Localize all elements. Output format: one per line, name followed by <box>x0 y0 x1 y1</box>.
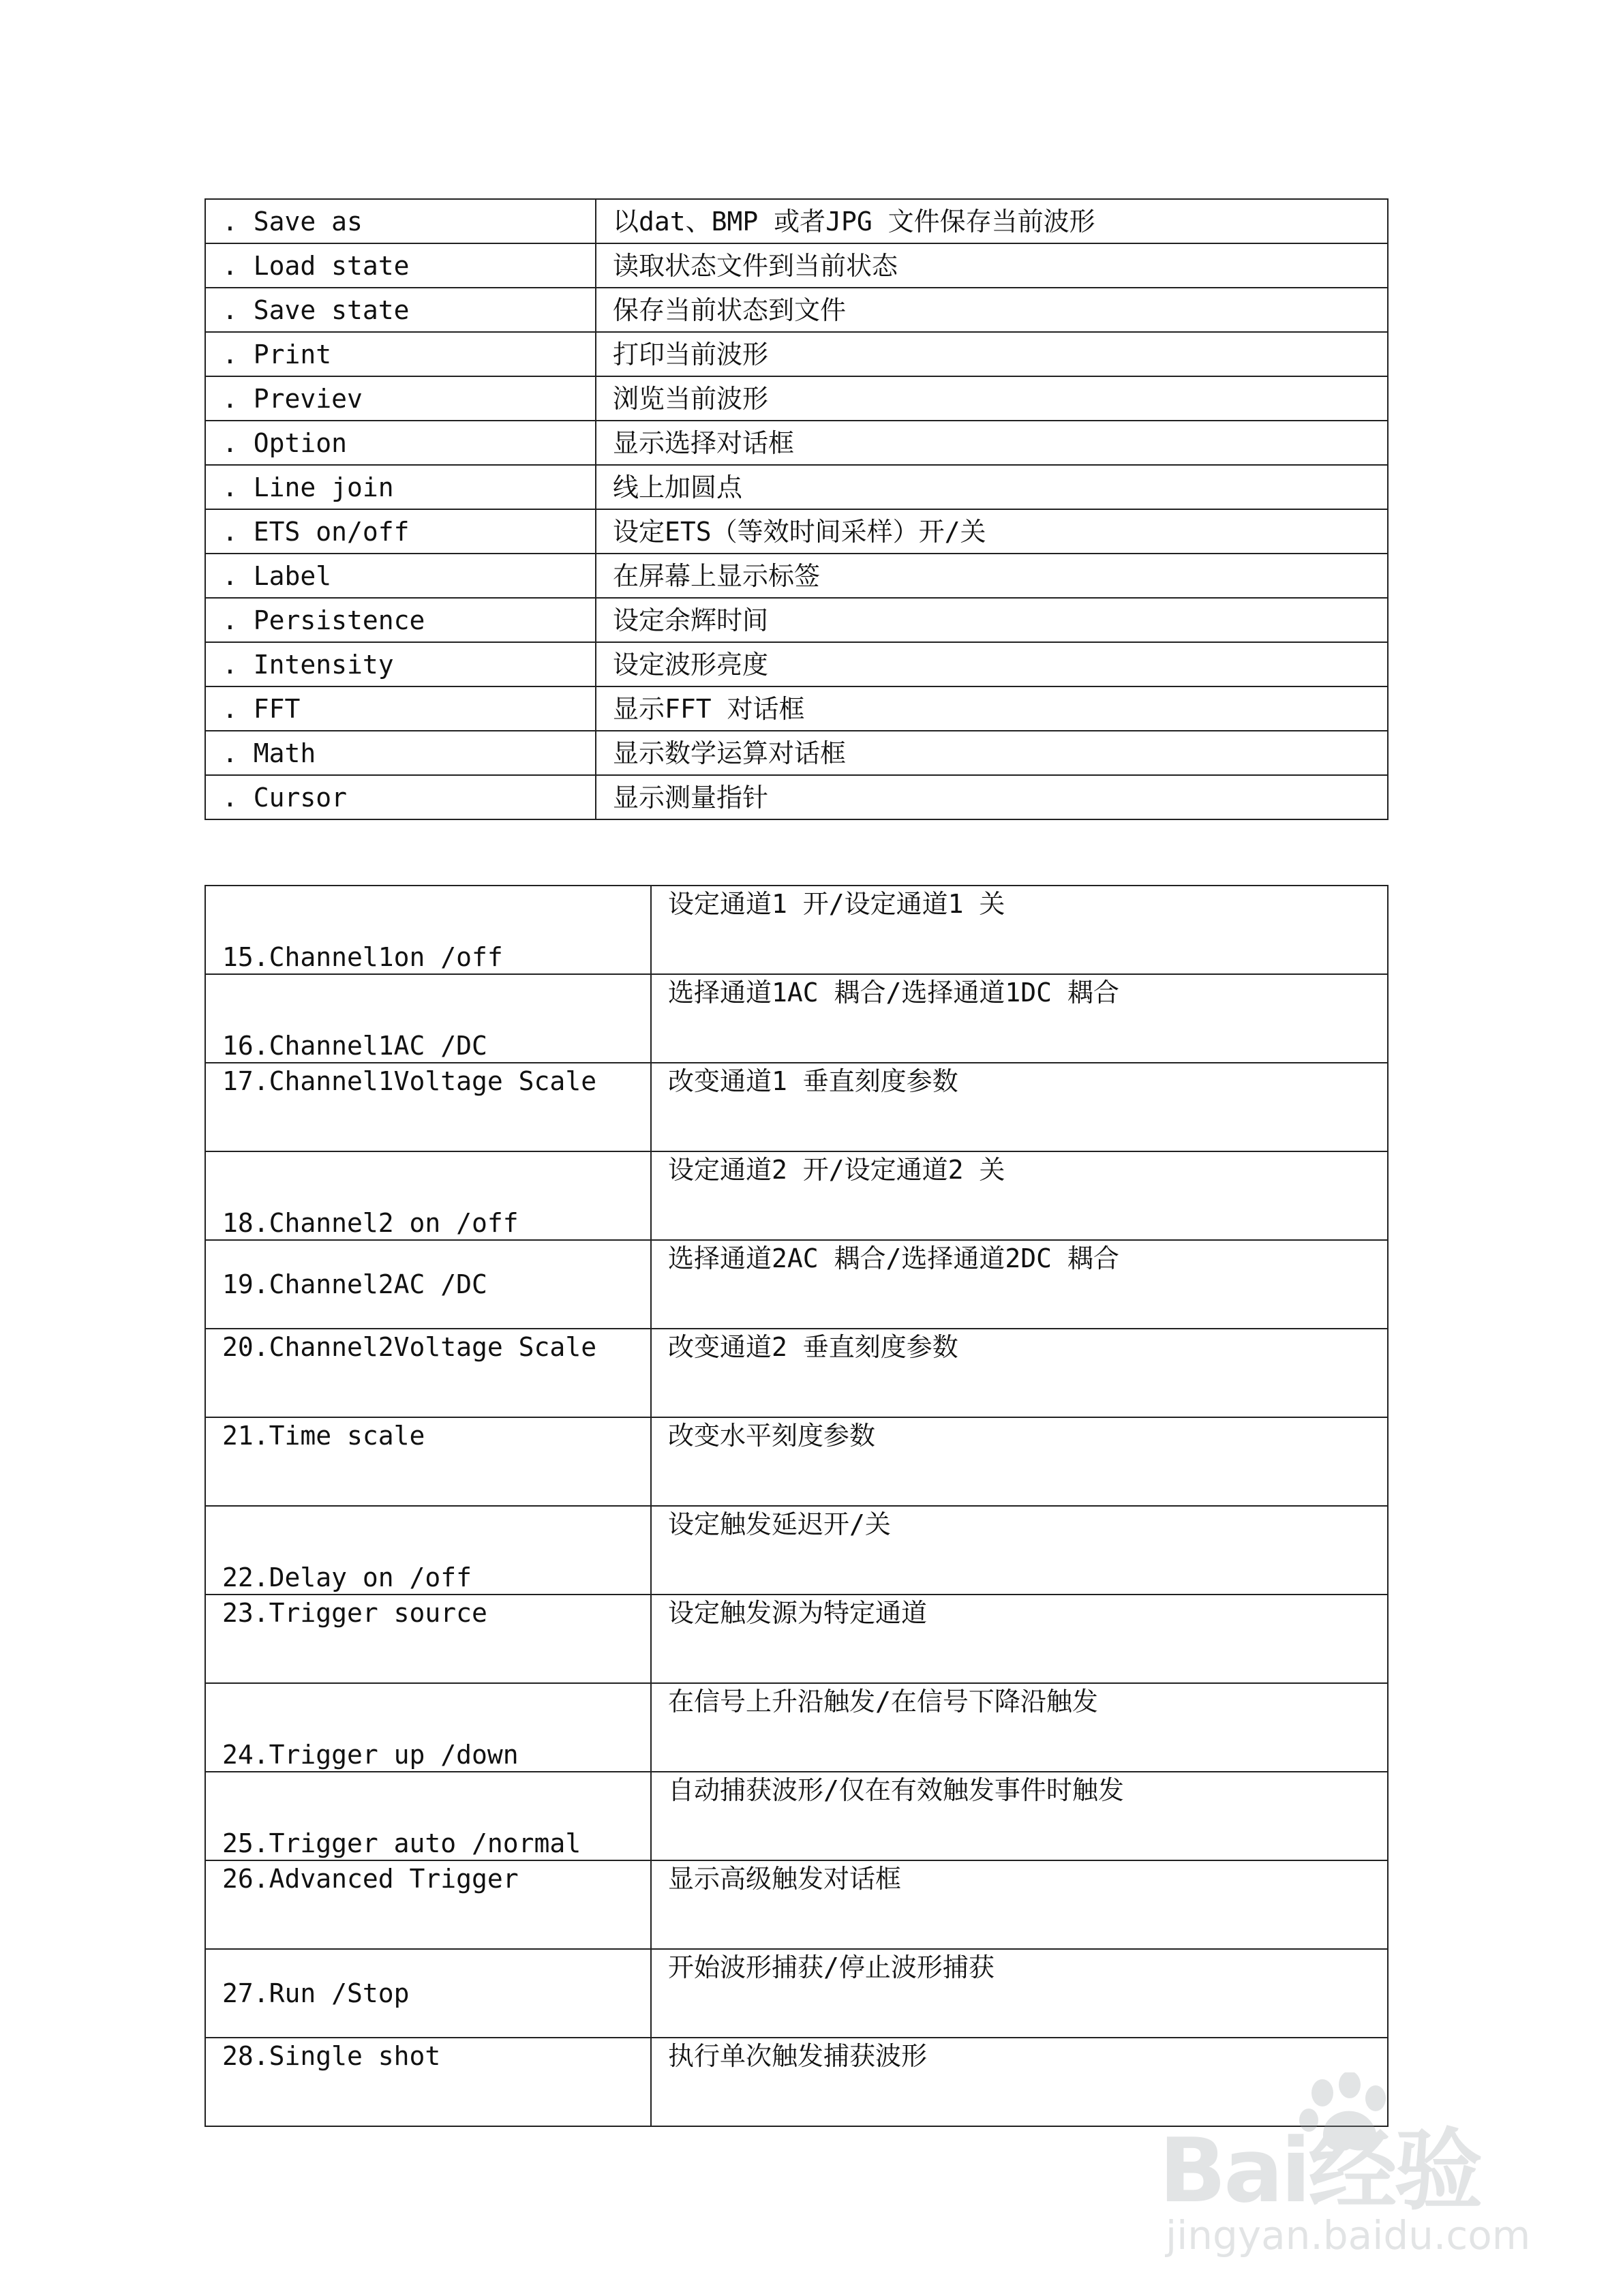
table-row <box>205 332 1388 376</box>
table-row <box>205 1417 1388 1506</box>
item-name: . Previev <box>205 376 596 421</box>
item-name: . Save as <box>205 199 596 243</box>
item-name: . Load state <box>205 243 596 288</box>
item-description: 在屏幕上显示标签 <box>596 554 1388 598</box>
item-name: . Intensity <box>205 642 596 686</box>
item-description: 读取状态文件到当前状态 <box>596 243 1388 288</box>
item-description: 保存当前状态到文件 <box>596 288 1388 332</box>
item-description: 显示数学运算对话框 <box>596 731 1388 775</box>
table-row <box>205 1329 1388 1417</box>
button-name: 16.Channel1AC /DC <box>205 974 651 1063</box>
table-row <box>205 554 1388 598</box>
table-row <box>205 974 1388 1063</box>
button-name: 15.Channel1on /off <box>205 886 651 974</box>
table-row <box>205 421 1388 465</box>
toolbar-buttons-table <box>204 885 1389 2127</box>
button-name: 20.Channel2Voltage Scale <box>205 1329 651 1417</box>
item-name: . Print <box>205 332 596 376</box>
item-name: . Option <box>205 421 596 465</box>
item-description: 显示测量指针 <box>596 775 1388 819</box>
table-row <box>205 509 1388 554</box>
button-description: 设定触发源为特定通道 <box>651 1595 1388 1683</box>
button-name: 22.Delay on /off <box>205 1506 651 1595</box>
table-row <box>205 731 1388 775</box>
table-row <box>205 465 1388 509</box>
button-description: 开始波形捕获/停止波形捕获 <box>651 1949 1388 2038</box>
button-description: 选择通道2AC 耦合/选择通道2DC 耦合 <box>651 1240 1388 1329</box>
table-row <box>205 288 1388 332</box>
baidu-jingyan-watermark <box>1159 2093 1568 2263</box>
table-row <box>205 1595 1388 1683</box>
table-row <box>205 1151 1388 1240</box>
button-name: 19.Channel2AC /DC <box>205 1240 651 1329</box>
button-name: 25.Trigger auto /normal <box>205 1772 651 1860</box>
item-description: 打印当前波形 <box>596 332 1388 376</box>
button-description: 在信号上升沿触发/在信号下降沿触发 <box>651 1683 1388 1772</box>
table-row <box>205 1506 1388 1595</box>
item-description: 线上加圆点 <box>596 465 1388 509</box>
table-row <box>205 243 1388 288</box>
button-description: 改变水平刻度参数 <box>651 1417 1388 1506</box>
button-description: 设定触发延迟开/关 <box>651 1506 1388 1595</box>
item-name: . Cursor <box>205 775 596 819</box>
button-name: 17.Channel1Voltage Scale <box>205 1063 651 1151</box>
button-name: 23.Trigger source <box>205 1595 651 1683</box>
table-row <box>205 376 1388 421</box>
table-row <box>205 686 1388 731</box>
table-row <box>205 1772 1388 1860</box>
button-description: 设定通道2 开/设定通道2 关 <box>651 1151 1388 1240</box>
button-description: 显示高级触发对话框 <box>651 1860 1388 1949</box>
item-description: 显示选择对话框 <box>596 421 1388 465</box>
button-description: 设定通道1 开/设定通道1 关 <box>651 886 1388 974</box>
button-description: 执行单次触发捕获波形 <box>651 2038 1388 2126</box>
table-row <box>205 775 1388 819</box>
button-name: 26.Advanced Trigger <box>205 1860 651 1949</box>
button-name: 24.Trigger up /down <box>205 1683 651 1772</box>
item-description: 设定余辉时间 <box>596 598 1388 642</box>
button-description: 选择通道1AC 耦合/选择通道1DC 耦合 <box>651 974 1388 1063</box>
table-row <box>205 199 1388 243</box>
button-description: 自动捕获波形/仅在有效触发事件时触发 <box>651 1772 1388 1860</box>
watermark-url: jingyan.baidu.com <box>1166 2212 1531 2259</box>
item-description: 显示FFT 对话框 <box>596 686 1388 731</box>
item-name: . Persistence <box>205 598 596 642</box>
table-row <box>205 1063 1388 1151</box>
item-description: 设定波形亮度 <box>596 642 1388 686</box>
item-description: 以dat、BMP 或者JPG 文件保存当前波形 <box>596 199 1388 243</box>
button-name: 18.Channel2 on /off <box>205 1151 651 1240</box>
table-row <box>205 598 1388 642</box>
item-name: . Label <box>205 554 596 598</box>
table-row <box>205 1240 1388 1329</box>
table-row <box>205 1683 1388 1772</box>
table-row <box>205 886 1388 974</box>
button-description: 改变通道1 垂直刻度参数 <box>651 1063 1388 1151</box>
item-name: . Line join <box>205 465 596 509</box>
item-description: 设定ETS（等效时间采样）开/关 <box>596 509 1388 554</box>
table-row <box>205 1860 1388 1949</box>
item-name: . ETS on/off <box>205 509 596 554</box>
menu-items-table <box>204 198 1389 820</box>
button-name: 27.Run /Stop <box>205 1949 651 2038</box>
item-name: . Save state <box>205 288 596 332</box>
watermark-brand: Bai经验 <box>1159 2119 1481 2222</box>
button-description: 改变通道2 垂直刻度参数 <box>651 1329 1388 1417</box>
table-row <box>205 642 1388 686</box>
button-name: 21.Time scale <box>205 1417 651 1506</box>
item-description: 浏览当前波形 <box>596 376 1388 421</box>
button-name: 28.Single shot <box>205 2038 651 2126</box>
table-row <box>205 1949 1388 2038</box>
item-name: . Math <box>205 731 596 775</box>
item-name: . FFT <box>205 686 596 731</box>
